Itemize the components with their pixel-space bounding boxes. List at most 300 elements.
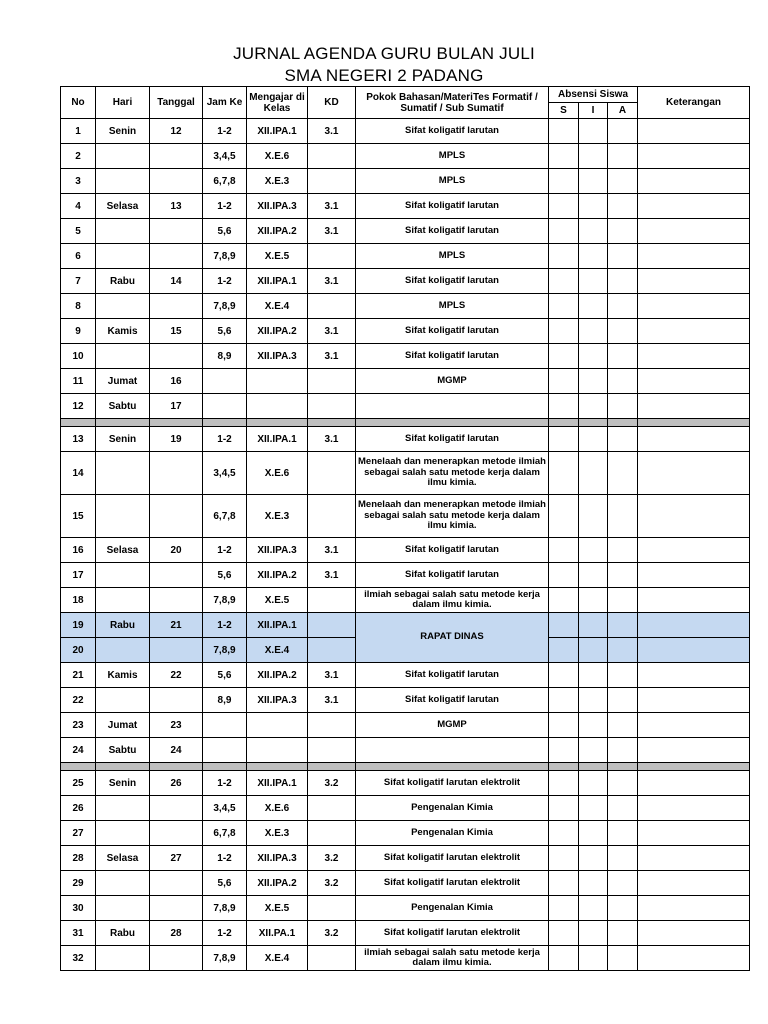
cell-kd [308, 294, 356, 319]
cell-kelas: XII.IPA.1 [247, 119, 308, 144]
cell-no: 30 [61, 896, 96, 921]
cell-hari: Kamis [96, 663, 150, 688]
separator-cell [356, 763, 549, 771]
separator-cell [96, 419, 150, 427]
cell-kd: 3.1 [308, 269, 356, 294]
cell-keterangan [638, 738, 750, 763]
cell-tanggal [150, 796, 203, 821]
cell-absen-s [549, 563, 579, 588]
cell-tanggal: 28 [150, 921, 203, 946]
cell-absen-s [549, 688, 579, 713]
cell-kelas: X.E.3 [247, 821, 308, 846]
cell-jam-ke: 1-2 [203, 194, 247, 219]
cell-jam-ke: 8,9 [203, 688, 247, 713]
separator-cell [638, 419, 750, 427]
cell-kelas: XII.IPA.3 [247, 538, 308, 563]
cell-kelas: X.E.4 [247, 638, 308, 663]
cell-keterangan [638, 344, 750, 369]
cell-kd [308, 896, 356, 921]
table-row [61, 169, 750, 194]
cell-kd: 3.1 [308, 538, 356, 563]
cell-jam-ke [203, 738, 247, 763]
cell-hari [96, 821, 150, 846]
cell-absen-a [608, 563, 638, 588]
cell-absen-a [608, 796, 638, 821]
cell-absen-a [608, 219, 638, 244]
cell-kd: 3.1 [308, 427, 356, 452]
separator-cell [150, 419, 203, 427]
cell-no: 1 [61, 119, 96, 144]
cell-no: 29 [61, 871, 96, 896]
cell-tanggal: 12 [150, 119, 203, 144]
table-row [61, 738, 750, 763]
cell-kelas: XII.IPA.3 [247, 846, 308, 871]
cell-tanggal: 19 [150, 427, 203, 452]
cell-kd: 3.1 [308, 563, 356, 588]
cell-no: 22 [61, 688, 96, 713]
cell-jam-ke: 1-2 [203, 613, 247, 638]
cell-jam-ke: 7,8,9 [203, 294, 247, 319]
cell-materi: Sifat koligatif larutan [356, 194, 549, 219]
header-i: I [579, 103, 608, 119]
cell-kd [308, 713, 356, 738]
cell-materi: Menelaah dan menerapkan metode ilmiah sebagai salah satu metode kerja dalam ilmu kimia. [356, 452, 549, 495]
cell-tanggal [150, 688, 203, 713]
cell-keterangan [638, 427, 750, 452]
cell-absen-a [608, 144, 638, 169]
cell-absen-i [579, 638, 608, 663]
cell-hari [96, 588, 150, 613]
cell-tanggal: 24 [150, 738, 203, 763]
table-row [61, 394, 750, 419]
cell-absen-a [608, 119, 638, 144]
cell-absen-s [549, 846, 579, 871]
cell-jam-ke: 5,6 [203, 663, 247, 688]
cell-jam-ke: 3,4,5 [203, 144, 247, 169]
cell-materi: Sifat koligatif larutan [356, 269, 549, 294]
cell-kelas: XII.IPA.1 [247, 613, 308, 638]
cell-no: 21 [61, 663, 96, 688]
table-row [61, 119, 750, 144]
cell-absen-i [579, 294, 608, 319]
cell-tanggal [150, 169, 203, 194]
cell-absen-s [549, 946, 579, 971]
cell-materi [356, 738, 549, 763]
table-row [61, 896, 750, 921]
separator-cell [549, 419, 579, 427]
cell-absen-a [608, 394, 638, 419]
cell-absen-a [608, 319, 638, 344]
cell-hari [96, 452, 150, 495]
cell-absen-i [579, 269, 608, 294]
cell-absen-a [608, 495, 638, 538]
cell-absen-i [579, 319, 608, 344]
cell-no: 19 [61, 613, 96, 638]
cell-tanggal [150, 294, 203, 319]
cell-no: 31 [61, 921, 96, 946]
cell-no: 6 [61, 244, 96, 269]
cell-kd: 3.2 [308, 771, 356, 796]
table-row [61, 613, 750, 638]
document-title: JURNAL AGENDA GURU BULAN JULI [233, 44, 535, 63]
cell-kd [308, 169, 356, 194]
cell-kelas: X.E.4 [247, 294, 308, 319]
cell-absen-a [608, 369, 638, 394]
cell-no: 17 [61, 563, 96, 588]
cell-absen-a [608, 896, 638, 921]
cell-hari: Jumat [96, 713, 150, 738]
cell-tanggal: 13 [150, 194, 203, 219]
separator-cell [247, 763, 308, 771]
cell-absen-s [549, 896, 579, 921]
cell-no: 14 [61, 452, 96, 495]
cell-kelas: XII.IPA.3 [247, 194, 308, 219]
cell-keterangan [638, 588, 750, 613]
cell-jam-ke [203, 394, 247, 419]
cell-jam-ke: 3,4,5 [203, 796, 247, 821]
cell-hari: Senin [96, 771, 150, 796]
cell-kd: 3.1 [308, 194, 356, 219]
cell-absen-i [579, 613, 608, 638]
cell-kd [308, 796, 356, 821]
table-row [61, 771, 750, 796]
cell-hari [96, 144, 150, 169]
cell-no: 5 [61, 219, 96, 244]
cell-kelas: XII.IPA.1 [247, 427, 308, 452]
cell-kelas: XII.IPA.3 [247, 688, 308, 713]
cell-hari: Kamis [96, 319, 150, 344]
cell-materi: Sifat koligatif larutan [356, 688, 549, 713]
cell-materi: Sifat koligatif larutan elektrolit [356, 871, 549, 896]
separator-cell [638, 763, 750, 771]
separator-cell [579, 419, 608, 427]
cell-absen-i [579, 846, 608, 871]
cell-kelas: X.E.6 [247, 452, 308, 495]
cell-absen-i [579, 394, 608, 419]
cell-materi: MGMP [356, 713, 549, 738]
cell-absen-s [549, 452, 579, 495]
cell-absen-i [579, 896, 608, 921]
cell-keterangan [638, 796, 750, 821]
cell-kelas: XII.IPA.2 [247, 219, 308, 244]
cell-absen-i [579, 344, 608, 369]
cell-absen-a [608, 771, 638, 796]
table-row [61, 538, 750, 563]
cell-materi: MGMP [356, 369, 549, 394]
cell-kelas: X.E.5 [247, 588, 308, 613]
cell-kelas: X.E.6 [247, 144, 308, 169]
cell-absen-i [579, 144, 608, 169]
cell-jam-ke: 5,6 [203, 319, 247, 344]
cell-jam-ke: 7,8,9 [203, 244, 247, 269]
cell-keterangan [638, 169, 750, 194]
cell-absen-a [608, 588, 638, 613]
separator-cell [549, 763, 579, 771]
table-row [61, 244, 750, 269]
cell-jam-ke: 1-2 [203, 119, 247, 144]
cell-kd [308, 394, 356, 419]
separator-cell [608, 419, 638, 427]
separator-cell [579, 763, 608, 771]
table-row [61, 821, 750, 846]
cell-absen-a [608, 638, 638, 663]
cell-kd [308, 946, 356, 971]
cell-tanggal: 17 [150, 394, 203, 419]
cell-absen-s [549, 219, 579, 244]
cell-kelas [247, 394, 308, 419]
cell-tanggal [150, 495, 203, 538]
cell-no: 27 [61, 821, 96, 846]
cell-absen-i [579, 946, 608, 971]
cell-absen-s [549, 495, 579, 538]
table-row [61, 713, 750, 738]
cell-keterangan [638, 319, 750, 344]
cell-no: 25 [61, 771, 96, 796]
cell-no: 9 [61, 319, 96, 344]
cell-jam-ke: 7,8,9 [203, 638, 247, 663]
cell-absen-i [579, 771, 608, 796]
cell-absen-s [549, 119, 579, 144]
cell-kd [308, 821, 356, 846]
table-row [61, 796, 750, 821]
cell-kd: 3.2 [308, 846, 356, 871]
cell-jam-ke: 1-2 [203, 921, 247, 946]
cell-materi [356, 394, 549, 419]
cell-kelas: XII.IPA.3 [247, 344, 308, 369]
cell-no: 10 [61, 344, 96, 369]
cell-absen-s [549, 194, 579, 219]
cell-absen-s [549, 713, 579, 738]
cell-absen-i [579, 169, 608, 194]
cell-absen-s [549, 144, 579, 169]
table-row [61, 344, 750, 369]
table-row [61, 294, 750, 319]
cell-absen-a [608, 269, 638, 294]
cell-materi: Sifat koligatif larutan [356, 319, 549, 344]
cell-kd [308, 588, 356, 613]
separator-cell [308, 419, 356, 427]
cell-kd: 3.1 [308, 219, 356, 244]
cell-no: 18 [61, 588, 96, 613]
separator-cell [356, 419, 549, 427]
cell-hari [96, 294, 150, 319]
table-row [61, 495, 750, 538]
cell-tanggal: 16 [150, 369, 203, 394]
separator-cell [308, 763, 356, 771]
header-keterangan: Keterangan [638, 87, 750, 119]
separator-cell [61, 419, 96, 427]
header-a: A [608, 103, 638, 119]
cell-hari: Selasa [96, 194, 150, 219]
cell-kd: 3.2 [308, 921, 356, 946]
cell-tanggal: 21 [150, 613, 203, 638]
cell-hari: Sabtu [96, 738, 150, 763]
cell-hari [96, 169, 150, 194]
cell-no: 32 [61, 946, 96, 971]
cell-keterangan [638, 219, 750, 244]
cell-absen-i [579, 495, 608, 538]
school-name: SMA NEGERI 2 PADANG [284, 66, 484, 85]
separator-cell [203, 419, 247, 427]
cell-materi: ilmiah sebagai salah satu metode kerja dalam ilmu kimia. [356, 588, 549, 613]
cell-jam-ke: 6,7,8 [203, 495, 247, 538]
cell-hari: Rabu [96, 921, 150, 946]
cell-tanggal: 27 [150, 846, 203, 871]
cell-no: 8 [61, 294, 96, 319]
cell-jam-ke: 1-2 [203, 771, 247, 796]
table-row [61, 946, 750, 971]
table-row [61, 219, 750, 244]
cell-absen-a [608, 821, 638, 846]
cell-keterangan [638, 871, 750, 896]
week-separator-row [61, 763, 750, 771]
cell-kelas: XII.IPA.2 [247, 563, 308, 588]
cell-absen-i [579, 244, 608, 269]
header-s: S [549, 103, 579, 119]
cell-kd [308, 738, 356, 763]
cell-keterangan [638, 638, 750, 663]
cell-absen-s [549, 771, 579, 796]
cell-materi: Sifat koligatif larutan [356, 219, 549, 244]
cell-tanggal [150, 452, 203, 495]
cell-tanggal [150, 946, 203, 971]
cell-kelas: X.E.3 [247, 495, 308, 538]
cell-absen-s [549, 796, 579, 821]
table-row [61, 563, 750, 588]
cell-tanggal [150, 344, 203, 369]
cell-no: 11 [61, 369, 96, 394]
table-row [61, 369, 750, 394]
cell-jam-ke: 7,8,9 [203, 946, 247, 971]
cell-absen-s [549, 871, 579, 896]
cell-kelas: X.E.6 [247, 796, 308, 821]
cell-tanggal [150, 244, 203, 269]
separator-cell [150, 763, 203, 771]
cell-hari [96, 688, 150, 713]
cell-tanggal: 14 [150, 269, 203, 294]
cell-no: 16 [61, 538, 96, 563]
cell-hari [96, 896, 150, 921]
cell-materi: Menelaah dan menerapkan metode ilmiah sebagai salah satu metode kerja dalam ilmu kimia. [356, 495, 549, 538]
cell-hari [96, 244, 150, 269]
cell-keterangan [638, 821, 750, 846]
cell-hari [96, 946, 150, 971]
cell-keterangan [638, 713, 750, 738]
cell-absen-i [579, 119, 608, 144]
cell-jam-ke: 3,4,5 [203, 452, 247, 495]
separator-cell [247, 419, 308, 427]
cell-kelas: XII.IPA.2 [247, 319, 308, 344]
cell-absen-a [608, 846, 638, 871]
cell-tanggal: 15 [150, 319, 203, 344]
cell-absen-s [549, 588, 579, 613]
cell-tanggal [150, 821, 203, 846]
cell-hari: Rabu [96, 613, 150, 638]
cell-keterangan [638, 896, 750, 921]
cell-jam-ke: 5,6 [203, 219, 247, 244]
cell-kd [308, 452, 356, 495]
week-separator-row [61, 419, 750, 427]
cell-materi: Sifat koligatif larutan [356, 344, 549, 369]
cell-absen-i [579, 713, 608, 738]
table-row [61, 319, 750, 344]
cell-jam-ke: 1-2 [203, 538, 247, 563]
cell-no: 15 [61, 495, 96, 538]
cell-absen-i [579, 219, 608, 244]
header-hari: Hari [96, 87, 150, 119]
cell-kd: 3.1 [308, 319, 356, 344]
cell-tanggal [150, 144, 203, 169]
cell-tanggal: 22 [150, 663, 203, 688]
cell-no: 28 [61, 846, 96, 871]
cell-keterangan [638, 495, 750, 538]
cell-absen-s [549, 169, 579, 194]
cell-absen-i [579, 921, 608, 946]
cell-hari: Jumat [96, 369, 150, 394]
cell-kd: 3.1 [308, 663, 356, 688]
cell-absen-s [549, 638, 579, 663]
cell-materi: Pengenalan Kimia [356, 896, 549, 921]
cell-kd: 3.1 [308, 119, 356, 144]
cell-absen-a [608, 871, 638, 896]
cell-absen-a [608, 294, 638, 319]
cell-jam-ke [203, 713, 247, 738]
cell-materi: MPLS [356, 144, 549, 169]
cell-absen-i [579, 871, 608, 896]
cell-materi: Sifat koligatif larutan elektrolit [356, 921, 549, 946]
cell-absen-i [579, 194, 608, 219]
cell-keterangan [638, 846, 750, 871]
cell-jam-ke: 1-2 [203, 427, 247, 452]
cell-keterangan [638, 538, 750, 563]
cell-kelas [247, 713, 308, 738]
table-row [61, 871, 750, 896]
cell-absen-i [579, 821, 608, 846]
cell-tanggal [150, 896, 203, 921]
cell-kelas [247, 369, 308, 394]
table-row [61, 194, 750, 219]
cell-kelas: XII.PA.1 [247, 921, 308, 946]
cell-kelas: X.E.4 [247, 946, 308, 971]
cell-no: 20 [61, 638, 96, 663]
cell-jam-ke: 1-2 [203, 269, 247, 294]
cell-absen-a [608, 452, 638, 495]
cell-absen-a [608, 194, 638, 219]
cell-no: 23 [61, 713, 96, 738]
cell-absen-a [608, 663, 638, 688]
header-no: No [61, 87, 96, 119]
cell-kelas: X.E.3 [247, 169, 308, 194]
cell-kelas [247, 738, 308, 763]
cell-absen-s [549, 821, 579, 846]
table-row [61, 144, 750, 169]
cell-materi: MPLS [356, 169, 549, 194]
cell-jam-ke: 1-2 [203, 846, 247, 871]
cell-hari [96, 495, 150, 538]
header-kd: KD [308, 87, 356, 119]
cell-tanggal [150, 563, 203, 588]
table-row [61, 269, 750, 294]
cell-hari: Rabu [96, 269, 150, 294]
cell-keterangan [638, 946, 750, 971]
cell-keterangan [638, 688, 750, 713]
cell-absen-i [579, 796, 608, 821]
cell-no: 24 [61, 738, 96, 763]
cell-kelas: XII.IPA.1 [247, 771, 308, 796]
cell-absen-a [608, 688, 638, 713]
agenda-body [61, 119, 750, 971]
separator-cell [96, 763, 150, 771]
